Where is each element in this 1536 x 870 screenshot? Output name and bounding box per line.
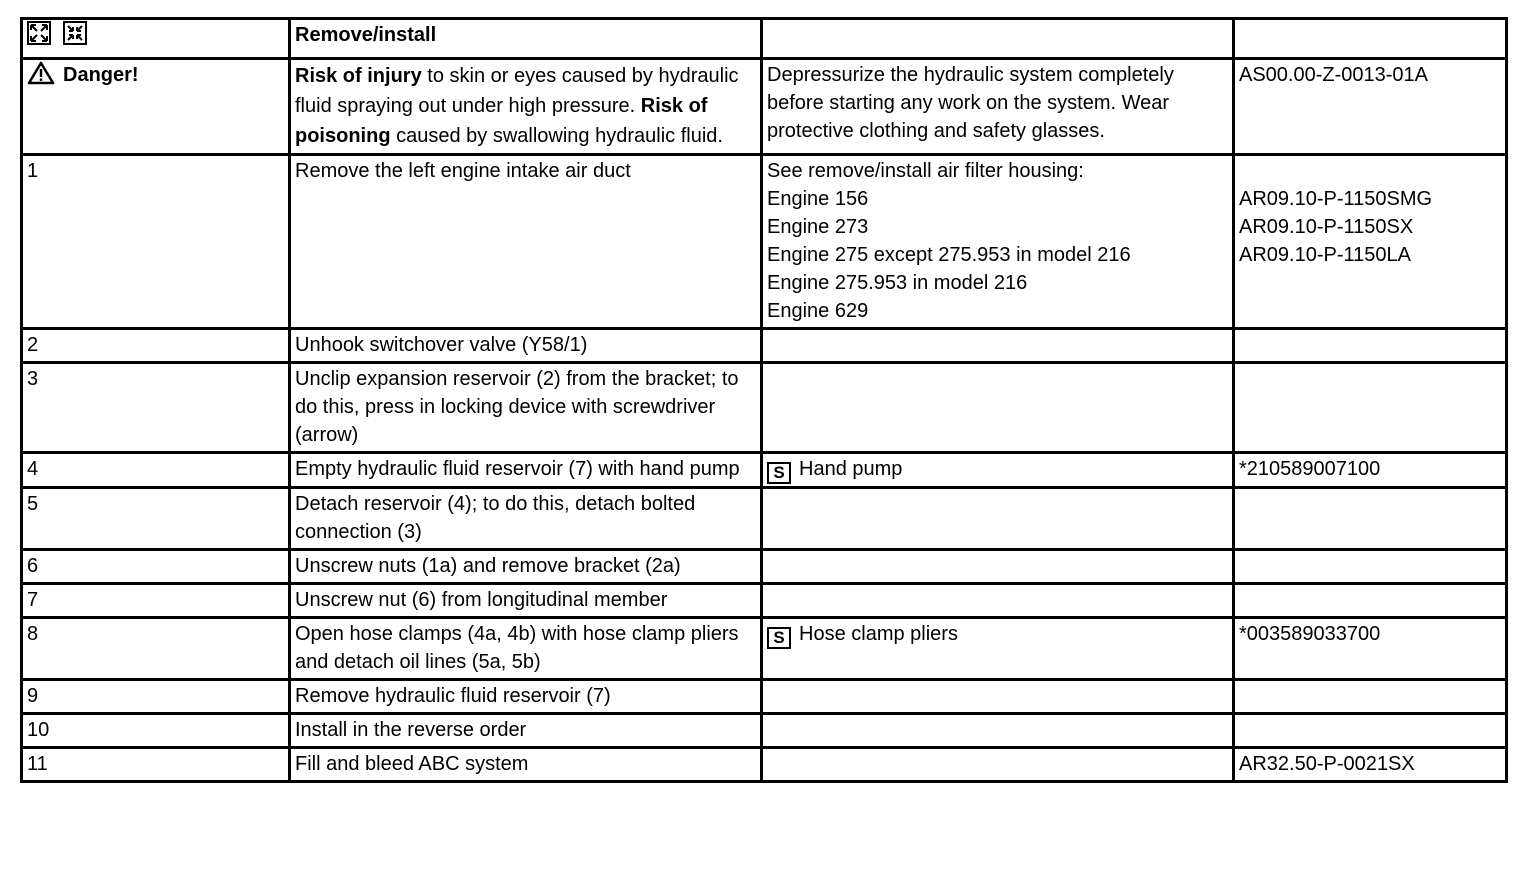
danger-risk-text — [290, 59, 762, 155]
step-number: 3 — [22, 363, 290, 453]
step-ref[interactable]: *003589033700 — [1234, 618, 1507, 680]
step-text: Unscrew nuts (1a) and remove bracket (2a) — [290, 550, 762, 584]
danger-label-cell — [22, 59, 290, 155]
step-row-5 — [22, 488, 1507, 550]
step-row-1 — [22, 155, 1507, 329]
step-tool — [762, 453, 1234, 488]
header-title: Remove/install — [290, 19, 762, 59]
step-tool — [762, 550, 1234, 584]
danger-instruction: Depressurize the hydraulic system completely before starting any work on the system. Wear protective clothing and safety glasses. — [762, 59, 1234, 155]
ref-link[interactable]: AR09.10-P-1150SMG — [1239, 188, 1433, 210]
step-text: Install in the reverse order — [290, 714, 762, 748]
step-text: Unclip expansion reservoir (2) from the bracket; to do this, press in locking device with screwdriver (arrow) — [290, 363, 762, 453]
note-line: Engine 273 — [767, 216, 869, 238]
risk-poisoning-bold: Risk of poisoning — [295, 95, 708, 147]
tool-label: Hand pump — [799, 458, 903, 480]
note-line: Engine 275 except 275.953 in model 216 — [767, 244, 1131, 266]
step-tool — [762, 488, 1234, 550]
step-ref — [1234, 584, 1507, 618]
step-text: Detach reservoir (4); to do this, detach bolted connection (3) — [290, 488, 762, 550]
step-text: Unhook switchover valve (Y58/1) — [290, 329, 762, 363]
step-text: Unscrew nut (6) from longitudinal member — [290, 584, 762, 618]
procedure-table — [20, 17, 1508, 783]
step-ref — [1234, 714, 1507, 748]
step-number: 5 — [22, 488, 290, 550]
step-row-6 — [22, 550, 1507, 584]
step-row-10 — [22, 714, 1507, 748]
header-empty-3 — [762, 19, 1234, 59]
danger-label: Danger! — [63, 64, 139, 86]
step-text: Open hose clamps (4a, 4b) with hose clamp pliers and detach oil lines (5a, 5b) — [290, 618, 762, 680]
header-empty-4 — [1234, 19, 1507, 59]
step-row-7 — [22, 584, 1507, 618]
step-number: 1 — [22, 155, 290, 329]
warning-triangle-icon — [27, 61, 55, 85]
ref-link[interactable]: AR09.10-P-1150SX — [1239, 216, 1414, 238]
step-tool — [762, 714, 1234, 748]
note-line: Engine 629 — [767, 300, 869, 322]
step-tool — [762, 680, 1234, 714]
step-ref — [1234, 363, 1507, 453]
step-tool — [762, 618, 1234, 680]
step-ref[interactable]: AR32.50-P-0021SX — [1234, 748, 1507, 782]
step-text: Empty hydraulic fluid reservoir (7) with hand pump — [290, 453, 762, 488]
step-number: 9 — [22, 680, 290, 714]
expand-icon[interactable] — [27, 21, 51, 45]
step-ref — [1234, 550, 1507, 584]
header-icons-cell — [22, 19, 290, 59]
step-note — [762, 155, 1234, 329]
step-number: 2 — [22, 329, 290, 363]
step-tool — [762, 363, 1234, 453]
ref-line-empty — [1239, 157, 1501, 185]
header-row — [22, 19, 1507, 59]
step-text: Remove hydraulic fluid reservoir (7) — [290, 680, 762, 714]
step-row-8 — [22, 618, 1507, 680]
step-tool — [762, 584, 1234, 618]
risk-injury-bold: Risk of injury — [295, 65, 422, 87]
step-row-3 — [22, 363, 1507, 453]
step-number: 11 — [22, 748, 290, 782]
step-ref — [1234, 488, 1507, 550]
danger-row — [22, 59, 1507, 155]
step-ref[interactable]: *210589007100 — [1234, 453, 1507, 488]
step-row-11 — [22, 748, 1507, 782]
danger-ref[interactable]: AS00.00-Z-0013-01A — [1234, 59, 1507, 155]
step-ref — [1234, 680, 1507, 714]
step-row-4 — [22, 453, 1507, 488]
step-text: Remove the left engine intake air duct — [290, 155, 762, 329]
risk-injury-text: to skin or eyes caused by hydraulic fluid spraying out under high pressure. — [295, 65, 739, 117]
step-number: 6 — [22, 550, 290, 584]
step-row-2 — [22, 329, 1507, 363]
step-number: 8 — [22, 618, 290, 680]
special-tool-icon[interactable]: S — [767, 462, 791, 484]
step-number: 10 — [22, 714, 290, 748]
note-line: See remove/install air filter housing: — [767, 160, 1084, 182]
step-text: Fill and bleed ABC system — [290, 748, 762, 782]
step-row-9 — [22, 680, 1507, 714]
step-tool — [762, 748, 1234, 782]
special-tool-icon[interactable]: S — [767, 627, 791, 649]
note-line: Engine 156 — [767, 188, 869, 210]
collapse-icon[interactable] — [63, 21, 87, 45]
step-number: 4 — [22, 453, 290, 488]
step-number: 7 — [22, 584, 290, 618]
ref-link[interactable]: AR09.10-P-1150LA — [1239, 244, 1411, 266]
step-refs — [1234, 155, 1507, 329]
step-ref — [1234, 329, 1507, 363]
risk-poisoning-text: caused by swallowing hydraulic fluid. — [390, 125, 723, 147]
tool-label: Hose clamp pliers — [799, 623, 958, 645]
step-tool — [762, 329, 1234, 363]
note-line: Engine 275.953 in model 216 — [767, 272, 1028, 294]
